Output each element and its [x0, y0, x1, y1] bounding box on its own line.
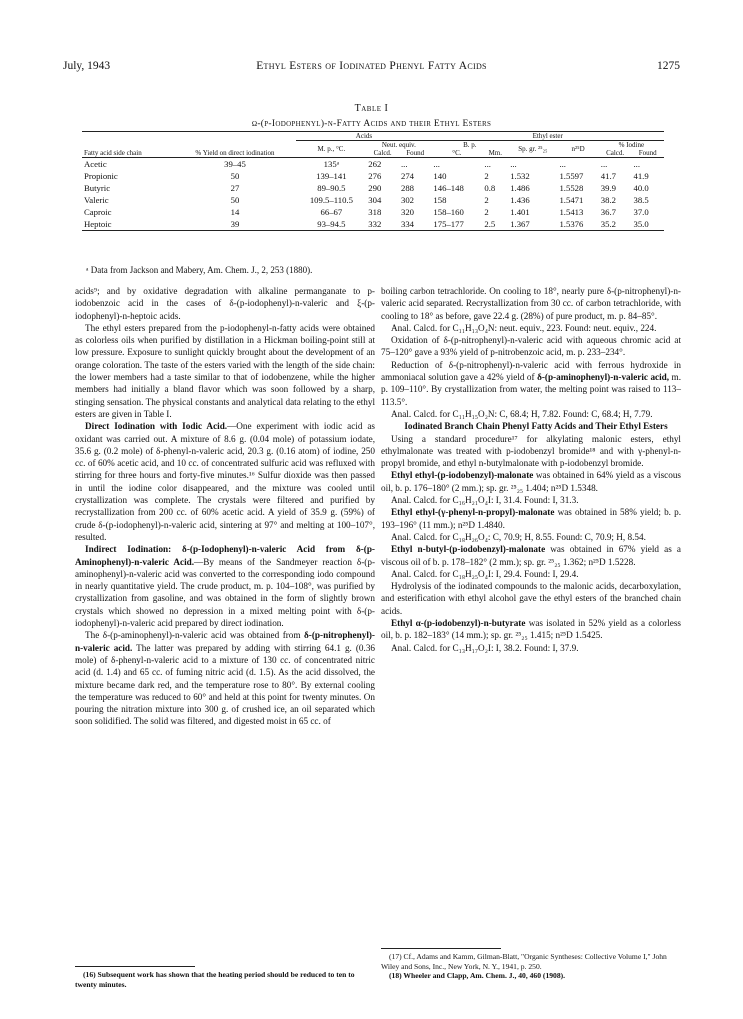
table-cell: 38.2	[600, 195, 616, 205]
analysis: Anal. Calcd. for C₁₃H₁₇O₂I: I, 38.2. Found: I, 37.9.	[391, 642, 579, 653]
paragraph: The ethyl esters prepared from the p-iodophenyl-n-fatty acids were obtained as colorless oils when purified by distillation in a Hickman boiling-point still at low pressure. Exposure to sunlight quickly brought about the development of an orange coloration. The taste of the esters varied with the length of the side chain: the lower members had a taste similar to that of iodobenzene, while the higher members had initially a bland flavor which was soon followed by a sharp, stinging sensation. The physical constants and analytical data relating to the ethyl esters are given in Table I.	[75, 322, 375, 419]
table-cell: 175–177	[431, 218, 482, 231]
table-row	[82, 194, 664, 206]
compound-name: Ethyl ethyl-(γ-phenyl-n-propyl)-malonate	[391, 507, 555, 518]
paragraph: Oxidation of δ-(p-nitrophenyl)-n-valeric acid with aqueous chromic acid at 75–120° gave a 93% yield of p-nitrobenzoic acid, m. p. 233–234°.	[381, 335, 681, 358]
footnote-16: (16) Subsequent work has shown that the heating period should be reduced to ten to twenty minutes.	[75, 970, 355, 989]
table-cell: 39	[173, 218, 296, 231]
analysis: Anal. Calcd. for C₁₈H₂₅O₄I: I, 29.4. Found: I, 29.4.	[391, 568, 579, 579]
table-row	[82, 170, 664, 182]
paragraph-text: was obtained in 67% yield as a viscous oil of b. p. 178–182° (2 mm.); sp. gr. ²⁵₂₅ 1.362; n²⁵D 1.5228.	[381, 544, 681, 567]
table-cell: 135ᵃ	[296, 158, 366, 171]
table-cell: ...	[599, 158, 632, 171]
analysis: Anal. Calcd. for C₁₆H₂₁O₄I: I, 31.4. Found: I, 31.3.	[391, 495, 579, 506]
paragraph-text: —By means of the Sandmeyer reaction δ-(p-aminophenyl)-n-valeric acid was converted to the corresponding iodo compound in nearly quantitative yield. The crude product, m. p. 104–108°, was purified by crystallization from gasoline, and was obtained in the form of slightly brown crystals which showed no depression in a mixed melting point with δ-(p-iodophenyl)-n-valeric acid prepared by direct iodination.	[75, 556, 375, 629]
paragraph-text: was obtained in 58% yield; b. p. 193–196° (11 mm.); n²⁵D 1.4840.	[381, 507, 681, 530]
paragraph	[381, 617, 681, 642]
table-row	[82, 206, 664, 218]
table-cell: 50	[230, 171, 240, 181]
table-cell: 1.5413	[559, 207, 584, 217]
paragraph-text: The δ-(p-aminophenyl)-n-valeric acid was obtained from	[85, 630, 305, 641]
table-cell: 1.532	[510, 171, 530, 181]
table-cell: 2.5	[482, 218, 508, 231]
table-cell: 1.367	[508, 218, 557, 231]
col-bp: B. p.	[463, 141, 477, 149]
table-cell: ...	[508, 158, 557, 171]
table-cell: 1.436	[510, 195, 530, 205]
col-iodine: % Iodine	[618, 141, 645, 149]
running-header	[63, 60, 680, 76]
table-row	[82, 218, 664, 231]
paragraph-text: m. p. 109–110°. By crystallization from water, the melting point was raised to 113–113.5°.	[381, 372, 682, 407]
table-cell: 1.486	[510, 183, 530, 193]
run-in-heading: Direct Iodination with Iodic Acid.	[85, 421, 228, 432]
left-footnotes	[75, 966, 375, 989]
table-cell: 1.5597	[559, 171, 584, 181]
col-bp-c: °C.	[452, 149, 462, 157]
paragraph	[381, 469, 681, 494]
table-cell: 89–90.5	[317, 183, 346, 193]
table-cell: ...	[399, 158, 431, 171]
table-cell: 1.5528	[559, 183, 584, 193]
table-cell: Acetic	[82, 158, 173, 171]
table-cell: 320	[400, 207, 415, 217]
table-cell: Heptoic	[82, 218, 173, 231]
compound-name: δ-(p-nitrophenyl)-n-valeric acid.	[75, 630, 375, 653]
col-yield: % Yield on direct iodination	[195, 149, 275, 157]
paragraph: Hydrolysis of the iodinated compounds to the malonic acids, decarboxylation, and esterification with ethyl alcohol gave the ethyl esters of the branched chain acids.	[381, 581, 681, 616]
col-bp-mm: Mm.	[488, 149, 502, 157]
table-cell: 276	[368, 171, 382, 181]
table-cell: 2	[484, 207, 489, 217]
table-cell: 1.401	[510, 207, 530, 217]
analysis: Anal. Calcd. for C₁₁H₁₅O₂N: C, 68.4; H, 7.82. Found: C, 68.4; H, 7.79.	[391, 408, 653, 419]
paragraph-text: The latter was prepared by adding with stirring 64.1 g. (0.36 mole) of δ-phenyl-n-valeric acid to a mixture of 130 cc. of concentrated nitric acid (d. 1.4) and 65 cc. of fuming nitric acid (d. 1.5). As the acid dissolved, the mixture became dark red, and the temperature rose to 80°. By external cooling the temperature was reduced to 60° and held at this point for twenty minutes. On pouring the nitration mixture into 300 g. of crushed ice, an oil separated which soon solidified. The solid was filtered, and digested moist in 65 cc. of	[75, 642, 376, 727]
table-row	[82, 158, 664, 171]
table-cell: ...	[557, 158, 598, 171]
table-cell: 262	[366, 158, 399, 171]
table-cell: 93–94.5	[296, 218, 366, 231]
table-cell: ...	[631, 158, 664, 171]
table-cell: Caproic	[84, 207, 112, 217]
paragraph: boiling carbon tetrachloride. On cooling to 18°, nearly pure δ-(p-nitrophenyl)-n-valeric acid separated. Recrystallization from 30 cc. of carbon tetrachloride, with cooling to 18° as before, gave 22.4 g. (28%) of pure product, m. p. 84–85°.	[381, 286, 681, 321]
footnote-rule	[75, 966, 195, 967]
col-neut-found: Found	[406, 149, 425, 157]
col-mp: M. p., °C.	[317, 145, 346, 153]
table-cell: 139–141	[316, 171, 347, 181]
analysis: Anal. Calcd. for C₁₁H₁₃O₄N: neut. equiv., 223. Found: neut. equiv., 224.	[391, 322, 657, 333]
compound-name: Ethyl α-(p-iodobenzyl)-n-butyrate	[391, 618, 526, 629]
footnote-rule	[381, 948, 501, 949]
section-heading: Iodinated Branch Chain Phenyl Fatty Acids and Their Ethyl Esters	[404, 421, 668, 432]
table-footnote: ᵃ Data from Jackson and Mabery, Am. Chem. J., 2, 253 (1880).	[86, 265, 313, 275]
table-cell: 37.0	[633, 207, 649, 217]
table-cell: 27	[230, 183, 240, 193]
table-cell: Propionic	[84, 171, 118, 181]
compound-name: δ-(p-aminophenyl)-n-valeric acid,	[537, 372, 670, 383]
table-cell: 146–148	[433, 183, 464, 193]
table-row	[82, 182, 664, 194]
table-cell: Valeric	[84, 195, 109, 205]
table-cell: 109.5–110.5	[309, 195, 353, 205]
paragraph	[381, 506, 681, 531]
table-cell: 66–67	[320, 207, 343, 217]
paragraph	[75, 420, 375, 543]
footnote-18: (18) Wheeler and Clapp, Am. Chem. J., 40, 460 (1908).	[389, 971, 566, 980]
table-cell: 332	[366, 218, 399, 231]
paragraph	[75, 543, 375, 629]
table-cell: ...	[482, 158, 508, 171]
table-caption: Table I	[354, 103, 389, 114]
table-cell: 41.7	[600, 171, 616, 181]
paragraph	[75, 629, 375, 727]
paragraph: Using a standard procedure¹⁷ for alkylating malonic esters, ethyl ethylmalonate was treated with p-iodobenzyl bromide¹⁸ and with γ-phenyl-n-propyl bromide, and ethyl n-butylmalonate with p-iodobenzyl bromide.	[381, 433, 681, 469]
data-table	[82, 131, 664, 231]
table-cell: 1.5376	[557, 218, 598, 231]
col-sp-gr: Sp. gr. ²⁵₂₅	[518, 145, 548, 153]
col-neut-calcd: Calcd.	[373, 149, 392, 157]
table-cell: Butyric	[84, 183, 111, 193]
table-cell: 39–45	[173, 158, 296, 171]
table-cell: 39.9	[600, 183, 616, 193]
run-in-heading: Indirect Iodination: δ-(p-Iodophenyl)-n-valeric Acid from δ-(p-Aminophenyl)-n-valeric Acid.	[75, 544, 375, 567]
right-footnotes	[381, 948, 681, 981]
table-title: ω-(p-Iodophenyl)-n-Fatty Acids and their Ethyl Esters	[251, 119, 492, 129]
table-cell: 334	[399, 218, 431, 231]
paragraph-text: —One experiment with iodic acid as oxidant was carried out. A mixture of 8.6 g. (0.04 mole) of potassium iodate, 35.6 g. (0.2 mole) of δ-phenyl-n-valeric acid, 20.3 g. (0.16 atom) of iodine, 250 cc. of 60% acetic acid, and 10 cc. of concentrated sulfuric acid was refluxed with stirring for three hours and forty-five minutes.¹⁶ Sulfur dioxide was then passed in until the iodine color disappeared, and the mixture was cooled until crystallization was complete. The crystals were filtered and purified by recrystallization from 200 cc. of 60% acetic acid. A yield of 35.9 g. (59%) of crude δ-(p-iodophenyl)-n-valeric acid, sintering at 97° and melting at 100–107°, resulted.	[75, 421, 375, 542]
table-cell: 50	[230, 195, 240, 205]
compound-name: Ethyl n-butyl-(p-iodobenzyl)-malonate	[391, 544, 546, 555]
col-refractive-index: n²⁵D	[571, 145, 585, 153]
group-acids: Acids	[296, 132, 431, 141]
paragraph-text: was obtained in 64% yield as a viscous oil, b. p. 176–180° (2 mm.); sp. gr. ²⁵₂₅ 1.404; n²⁵D 1.5348.	[381, 470, 681, 493]
page-number: 1275	[657, 60, 680, 72]
footnote-17: (17) Cf., Adams and Kamm, Gilman-Blatt, "Organic Syntheses: Collective Volume I," John Wiley and Sons, Inc., New York, N. Y., 1941, p. 250.	[381, 952, 667, 971]
table-cell: ...	[431, 158, 482, 171]
table-cell: 41.9	[633, 171, 649, 181]
col-fatty-acid: Fatty acid side chain	[84, 149, 142, 157]
left-column	[75, 285, 375, 728]
paragraph-text: was isolated in 52% yield as a colorless oil, b. p. 182–183° (14 mm.); sp. gr. ²⁵₂₅ 1.415; n²⁵D 1.5425.	[381, 618, 681, 641]
table-cell: 36.7	[600, 207, 616, 217]
right-column	[381, 285, 681, 654]
table-cell: 290	[368, 183, 382, 193]
table-cell: 274	[400, 171, 415, 181]
paragraph-text: Reduction of δ-(p-nitrophenyl)-n-valeric acid with ferrous hydroxide in ammoniacal solution gave a 42% yield of	[381, 359, 681, 383]
table-cell: 40.0	[633, 183, 649, 193]
compound-name: Ethyl ethyl-(p-iodobenzyl)-malonate	[391, 470, 534, 481]
group-ethyl-ester: Ethyl ester	[431, 132, 664, 141]
table-cell: 158	[433, 195, 447, 205]
table-cell: 288	[400, 183, 415, 193]
col-neut-equiv: Neut. equiv.	[381, 141, 416, 149]
table-cell: 14	[230, 207, 240, 217]
paragraph	[381, 543, 681, 568]
col-iodine-calcd: Calcd.	[606, 149, 625, 157]
table-cell: 140	[433, 171, 447, 181]
col-iodine-found: Found	[638, 149, 657, 157]
table-cell: 304	[368, 195, 382, 205]
analysis: Anal. Calcd. for C₁₈H₂₆O₄: C, 70.9; H, 8.55. Found: C, 70.9; H, 8.54.	[391, 531, 646, 542]
paragraph: acids⁹; and by oxidative degradation with alkaline permanganate to p-iodobenzoic acid in the cases of δ-(p-iodophenyl)-n-valeric and ξ-(p-iodophenyl)-n-heptoic acids.	[75, 286, 375, 321]
table-cell: 318	[368, 207, 382, 217]
table-cell: 1.5471	[559, 195, 584, 205]
header-date: July, 1943	[63, 60, 111, 72]
table-cell: 38.5	[633, 195, 649, 205]
header-title: Ethyl Esters of Iodinated Phenyl Fatty Acids	[256, 60, 487, 72]
table-cell: 158–160	[433, 207, 464, 217]
table-cell: 2	[484, 171, 489, 181]
paragraph	[381, 359, 681, 408]
table-cell: 0.8	[484, 183, 496, 193]
table-cell: 2	[484, 195, 489, 205]
table-cell: 35.2	[599, 218, 632, 231]
table-cell: 35.0	[631, 218, 664, 231]
table-cell: 302	[400, 195, 415, 205]
